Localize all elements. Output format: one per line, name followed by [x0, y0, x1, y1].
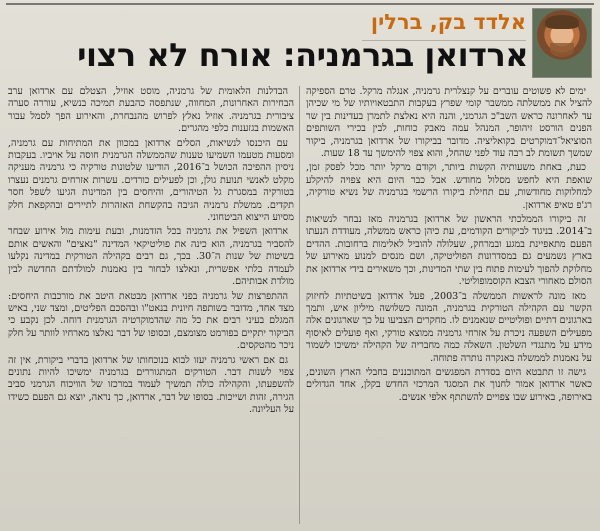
paragraph: עם היכנסו לנשיאות, הסלים ארדואן במכוון את המתיחות עם גרמניה, ומסעות מטעמו השמיעו טענות שהממשלה הגרמנית חוסה על אויביו. בעקבות ניסיון ההפיכה הכושל ב־2016, הודיעו שלטונות טורקיה כי גרמניה מעניקה מקלט לאנשי תנועת גולן, וכן לפעילים כורדים. עשרות אזרחים גרמנים נעצרו בטורקיה במסגרת גל הטיהורים, והיחסים בין המדינות הגיעו לשפל חסר תקדים. ממשלת גרמניה הגיבה בהקשחת האזהרות לתיירים ובהקפאת חלק מסיוע הייצוא הביטחוני. — [8, 137, 294, 224]
author-byline: אלדד בק, ברלין — [370, 10, 526, 34]
paragraph: מאז מונה לראשות הממשלה ב־2003, פעל ארדואן בשיטתיות לחיזוק הקשר עם הקהילה הטורקית בגרמניה, המונה כשלושה מיליון איש, ותמך בארגונים דתיים ופוליטיים שנאמנים לו. מחקרים הצביעו על כך שארגונים אלה מפעילים השפעה ניכרת על אזרחי גרמניה ממוצא טורקי, ואף פועלים לאיסוף מידע על מתנגדי השלטון. השאלה כמה מחבריה של הקהילה ימשיכו לשמור על נאמנות לממשלה באנקרה נותרה פתוחה. — [306, 290, 592, 364]
paragraph: ארדואן השפיל את גרמניה בכל הזדמנות, ובעת עימות מול אירוע שבחר להסביר בגרמניה, הוא כינה את פוליטיקאי המדינה "נאצים" והאשים אותם בשיטות של שנות ה־30. בכך, גם רבים בקהילה הטורקית במדינה נקלעו לעמדה בלתי אפשרית, ונאלצו לבחור בין נאמנות למולדתם החדשה לבין מולדת אבותיהם. — [8, 226, 294, 288]
author-photo — [532, 8, 592, 78]
top-rule — [6, 3, 594, 5]
article-column-right — [306, 86, 592, 526]
paragraph: גישה זו תתבטא היום בסדרת המפגשים המתוכננים בחבלי הארץ השונים, כאשר ארדואן אמור לחנוך את המסגד המרכזי החדש בקלן, אחד הגדולים באירופה, באירוע שבו צפויים להשתתף אלפי אנשים. — [306, 366, 592, 403]
author-photo-hair — [545, 15, 579, 29]
paragraph: כעת, באחת משעותיה הקשות ביותר, וקודם מרקל יותר מכל לפסק זמן, שואפת היא לחפש מסלול מחודש. אבל כבר היום היא צפויה להיקלע למחלוקות מחודשות, עם תחילת ביקורו הרשמי בגרמניה של נשיא טורקיה, רג'פ טאיפ ארדואן. — [306, 162, 592, 211]
column-divider — [299, 86, 300, 524]
paragraph: זה ביקורו הממלכתי הראשון של ארדואן בגרמניה מאז נבחר לנשיאות ב־2014. בניגוד לביקורים הקודמים, עת כיהן כראש ממשלה, מעודדת הנעתו הפעם מתאפיינת במגע ובמרחק, שעלולה להוביל לאלימות ברחובות. ההדים בארץ נשמעים גם במסדרונות הפוליטיקה, ושם מנסים למנוע מאירוע של מחלוקת להפוך לעימות פתוח בין שתי המדינות, וכך משאירים בידי ארדואן את הסולם מאחורי הצבא הקוסמופוליטי. — [306, 214, 592, 288]
paragraph: ההתפרצות של גרמניה בפני ארדואן מבטאת היטב את מורכבות היחסים: מצד אחד, מדובר בשותפה חיונית בנאט"ו ובהסכם הפליטים, ומצד שני, באיש המגלם בעיני רבים את כל מה שהדמוקרטיה הגרמנית דוחה. לכן נקבע כי הביקור יתקיים בפורמט מצומצם, ובסופו של דבר נאלצו מארחיו לוותר על חלק ניכר מהטקסים. — [8, 290, 294, 352]
article-headline: ארדואן בגרמניה: אורח לא רצוי — [77, 36, 528, 74]
author-photo-beard — [550, 43, 574, 57]
paragraph: ימים לא פשוטים עוברים על קנצלרית גרמניה, אנגלה מרקל. טרם הספיקה להציל את ממשלתה ממשבר קומי שפרץ בעקבות התבטאויותיו של מי שכיהן עד לאחרונה כראש השב"כ הגרמני, והנה היא נאלצת לתמרן בעדינות בין שר הפנים הורסט זיהופר, המנהל עמה מאבק כוחות, לבין בכירי השותפים הסוציאל־דמוקרטים בקואליציה. מדובר בביקורו של ארדואן בגרמניה, ביקור שמשך תשומת לב רבה עוד לפני שהחל, והוא צפוי להימשך עד 18 שעות. — [306, 86, 592, 160]
article-column-left — [8, 86, 294, 526]
paragraph: הבדלנות הלאומית של גרמניה, מוסט אוזיל, הצטלם עם ארדואן ערב הבחירות האחרונות, המחווה, שנתפסה כהבעת תמיכה בנשיא, עוררה סערה ציבורית בגרמניה. אוזיל נאלץ לפרוש מהנבחרת, והאירוע הפך לסמל עבור האשמות בגזענות כלפי מהגרים. — [8, 86, 294, 135]
paragraph: גם אם ראשי גרמניה יעזו לבוא בנוכחותו של ארדואן בדברי ביקורת, אין זה צפוי לשנות דבר. הטורקים המתגוררים בגרמניה ימשיכו להיות נתונים להשפעתו, והקהילה כולה תמשיך לעמוד במרכזו של הוויכוח הגרמני סביב הגירה, זהות ושייכות. בסופו של דבר, ארדואן, כך נראה, יוצא גם הפעם כשידו על העליונה. — [8, 354, 294, 416]
